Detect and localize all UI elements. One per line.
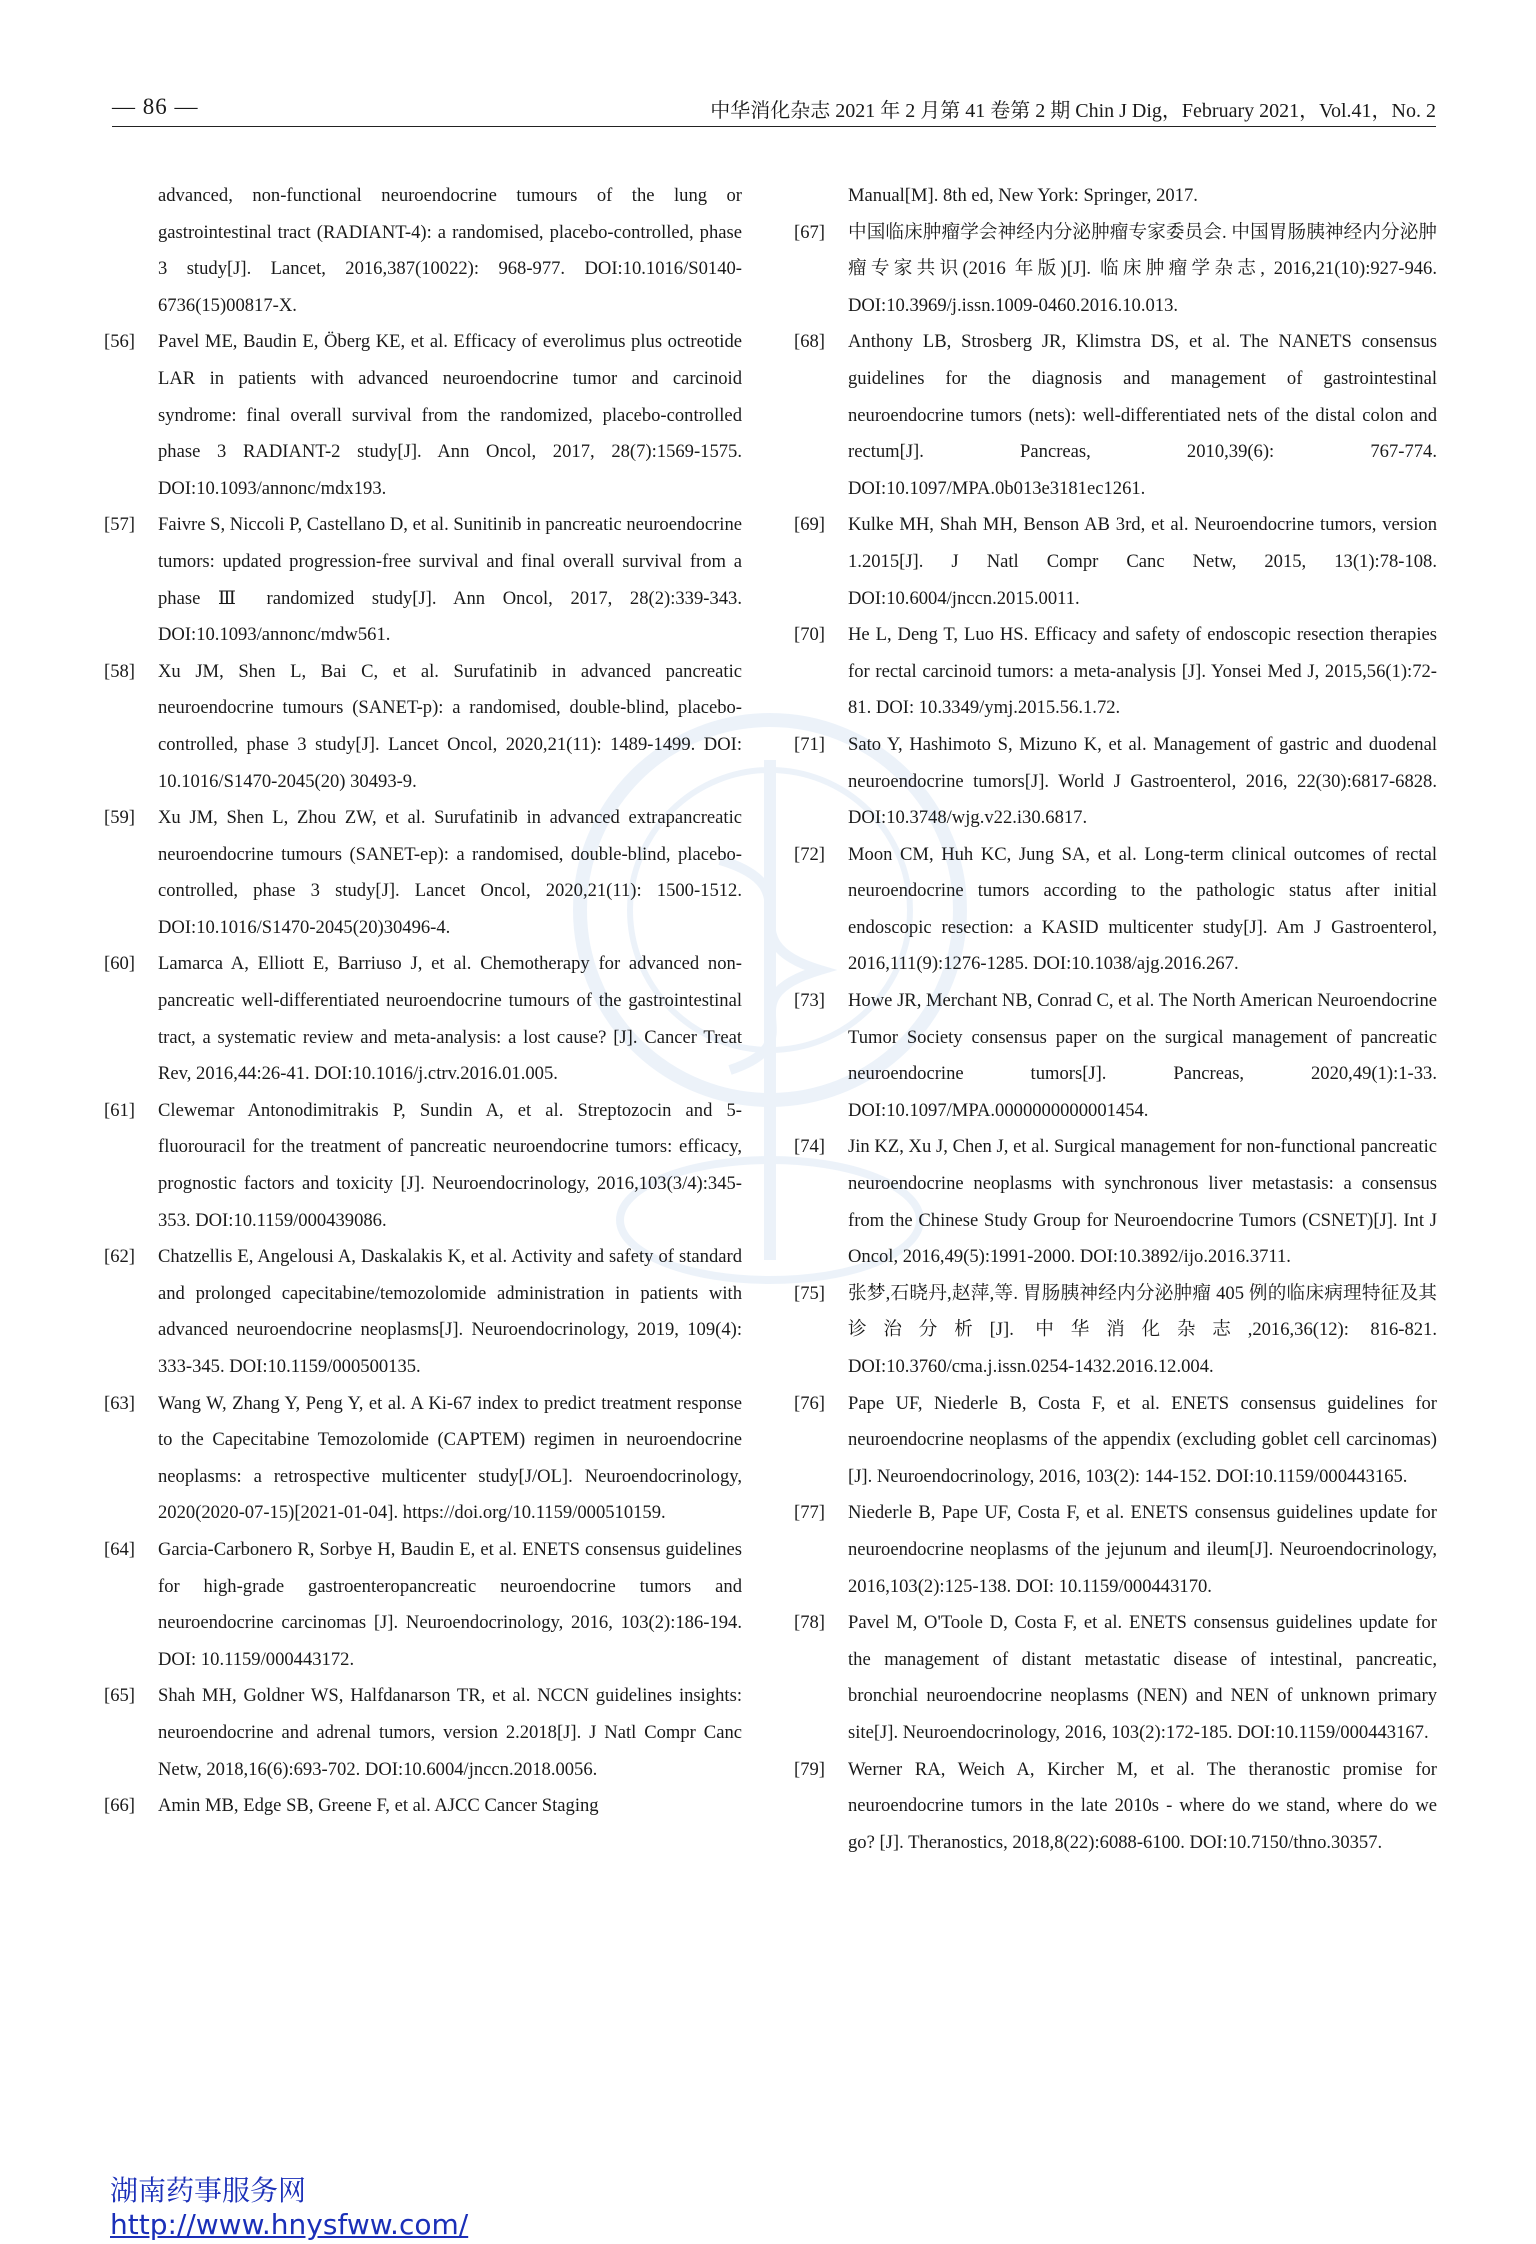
reference-number: [68] (794, 331, 825, 353)
reference-entry (104, 1093, 742, 1239)
reference-entry (794, 215, 1437, 325)
reference-text: Wang W, Zhang Y, Peng Y, et al. A Ki-67 index to predict treatment response to the Capecitabine Temozolomide (CAPTEM) regimen in neuroendocrine neoplasms: a retrospective multicenter study[J/OL]. Neuroendocrinology, 2020(2020-07-15)[2021-01-04]. https://doi.org/10.1159/000510159. (158, 1392, 742, 1524)
reference-text: Anthony LB, Strosberg JR, Klimstra DS, et al. The NANETS consensus guidelines for the diagnosis and management of gastrointestinal neuroendocrine tumors (nets): well-differentiated nets of the distal colon and rectum[J]. Pancreas, 2010,39(6): 767-774. DOI:10.1097/MPA.0b013e3181ec1261. (848, 331, 1437, 499)
reference-number: [73] (794, 990, 825, 1012)
reference-text: advanced, non-functional neuroendocrine tumours of the lung or gastrointestinal tract (RADIANT-4): a randomised, placebo-controlled, phase 3 study[J]. Lancet, 2016,387(10022): 968-977. DOI:10.1016/S0140-6736(15)00817-X. (158, 185, 742, 316)
reference-entry (794, 1752, 1437, 1862)
reference-text: Moon CM, Huh KC, Jung SA, et al. Long-term clinical outcomes of rectal neuroendocrine tumors according to the pathologic status after initial endoscopic resection: a KASID multicenter study[J]. Am J Gastroenterol, 2016,111(9):1276-1285. DOI:10.1038/ajg.2016.267. (848, 843, 1437, 975)
reference-number: [64] (104, 1538, 135, 1560)
reference-number: [61] (104, 1099, 135, 1121)
reference-text: Clewemar Antonodimitrakis P, Sundin A, et al. Streptozocin and 5-fluorouracil for the treatment of pancreatic neuroendocrine tumors: efficacy, prognostic factors and toxicity [J]. Neuroendocrinology, 2016,103(3/4):345-353. DOI:10.1159/000439086. (158, 1099, 742, 1231)
reference-text: Niederle B, Pape UF, Costa F, et al. ENETS consensus guidelines update for neuroendocrine neoplasms of the jejunum and ileum[J]. Neuroendocrinology, 2016,103(2):125-138. DOI: 10.1159/000443170. (848, 1502, 1437, 1597)
reference-number: [78] (794, 1612, 825, 1634)
reference-text: Jin KZ, Xu J, Chen J, et al. Surgical management for non-functional pancreatic neuroendocrine neoplasms with synchronous liver metastasis: a consensus from the Chinese Study Group for Neuroendocrine Tumors (CSNET)[J]. Int J Oncol, 2016,49(5):1991-2000. DOI:10.3892/ijo.2016.3711. (848, 1136, 1437, 1268)
reference-text: Faivre S, Niccoli P, Castellano D, et al. Sunitinib in pancreatic neuroendocrine tumors: updated progression-free survival and final overall survival from a phase Ⅲ randomized study[J]. Ann Oncol, 2017, 28(2):339-343. DOI:10.1093/annonc/mdw561. (158, 514, 743, 646)
reference-entry (794, 1129, 1437, 1275)
reference-entry (794, 1276, 1437, 1386)
reference-number: [67] (794, 221, 825, 243)
reference-text: Lamarca A, Elliott E, Barriuso J, et al. Chemotherapy for advanced non-pancreatic well-differentiated neuroendocrine tumours of the gastrointestinal tract, a systematic review and meta-analysis: a lost cause? [J]. Cancer Treat Rev, 2016,44:26-41. DOI:10.1016/j.ctrv.2016.01.005. (158, 953, 742, 1085)
reference-number: [60] (104, 953, 135, 975)
reference-text: He L, Deng T, Luo HS. Efficacy and safety of endoscopic resection therapies for rectal carcinoid tumors: a meta-analysis [J]. Yonsei Med J, 2015,56(1):72-81. DOI: 10.3349/ymj.2015.56.1.72. (848, 624, 1437, 719)
reference-number: [79] (794, 1758, 825, 1780)
footer-url-link[interactable]: http://www.hnysfww.com/ (110, 2208, 469, 2241)
references-right-column (794, 178, 1437, 1861)
reference-entry (800, 178, 1437, 215)
reference-number: [74] (794, 1136, 825, 1158)
reference-text: Kulke MH, Shah MH, Benson AB 3rd, et al. Neuroendocrine tumors, version 1.2015[J]. J Natl Compr Canc Netw, 2015, 13(1):78-108. DOI:10.6004/jnccn.2015.0011. (848, 514, 1437, 609)
reference-text: Werner RA, Weich A, Kircher M, et al. The theranostic promise for neuroendocrine tumors in the late 2010s - where do we stand, where do we go? [J]. Theranostics, 2018,8(22):6088-6100. DOI:10.7150/thno.30357. (848, 1758, 1437, 1853)
reference-entry (794, 1495, 1437, 1605)
reference-entry (794, 983, 1437, 1129)
reference-entry (104, 324, 742, 507)
reference-number: [71] (794, 733, 825, 755)
reference-entry (794, 837, 1437, 983)
reference-entry (104, 654, 742, 800)
reference-text: Sato Y, Hashimoto S, Mizuno K, et al. Management of gastric and duodenal neuroendocrine tumors[J]. World J Gastroenterol, 2016, 22(30):6817-6828. DOI:10.3748/wjg.v22.i30.6817. (848, 733, 1437, 829)
journal-citation: 中华消化杂志 2021 年 2 月第 41 卷第 2 期 Chin J Dig，February 2021，Vol.41，No. 2 (710, 100, 1436, 122)
reference-entry (104, 1678, 742, 1788)
reference-text: 中国临床肿瘤学会神经内分泌肿瘤专家委员会. 中国胃肠胰神经内分泌肿瘤专家共识(2016 年版)[J]. 临床肿瘤学杂志, 2016,21(10):927-946. DOI:10.3969/j.issn.1009-0460.2016.10.013. (848, 221, 1437, 316)
reference-entry (104, 1386, 742, 1532)
reference-number: [57] (104, 514, 135, 536)
reference-number: [75] (794, 1282, 825, 1304)
reference-entry (104, 946, 742, 1092)
reference-entry (104, 507, 743, 653)
reference-text: Pape UF, Niederle B, Costa F, et al. ENETS consensus guidelines for neuroendocrine neoplasms of the appendix (excluding goblet cell carcinomas)[J]. Neuroendocrinology, 2016, 103(2): 144-152. DOI:10.1159/000443165. (848, 1392, 1437, 1487)
reference-text: Howe JR, Merchant NB, Conrad C, et al. The North American Neuroendocrine Tumor Society consensus paper on the surgical management of pancreatic neuroendocrine tumors[J]. Pancreas, 2020,49(1):1-33. DOI:10.1097/MPA.0000000000001454. (848, 990, 1437, 1121)
reference-entry (794, 1386, 1437, 1496)
header-rule (112, 126, 1436, 127)
reference-entry (794, 324, 1437, 507)
references-left-column (104, 178, 743, 1825)
page-header (112, 94, 1436, 128)
page-number: — 86 — (112, 94, 199, 119)
reference-text: Amin MB, Edge SB, Greene F, et al. AJCC Cancer Staging (158, 1795, 599, 1817)
footer-watermark (110, 2174, 468, 2242)
reference-entry (794, 1605, 1437, 1751)
reference-entry (794, 727, 1437, 837)
reference-number: [77] (794, 1502, 825, 1524)
reference-text: Manual[M]. 8th ed, New York: Springer, 2017. (848, 185, 1198, 206)
reference-number: [59] (104, 807, 135, 829)
reference-text: Pavel M, O'Toole D, Costa F, et al. ENETS consensus guidelines update for the management of distant metastatic disease of intestinal, pancreatic, bronchial neuroendocrine neoplasms (NEN) and NEN of unknown primary site[J]. Neuroendocrinology, 2016, 103(2):172-185. DOI:10.1159/000443167. (848, 1612, 1437, 1743)
reference-text: Xu JM, Shen L, Bai C, et al. Surufatinib in advanced pancreatic neuroendocrine tumours (SANET-p): a randomised, double-blind, placebo-controlled, phase 3 study[J]. Lancet Oncol, 2020,21(11): 1489-1499. DOI: 10.1016/S1470-2045(20) 30493-9. (158, 660, 742, 792)
reference-entry (104, 800, 742, 946)
reference-number: [66] (104, 1795, 135, 1817)
reference-number: [62] (104, 1246, 135, 1268)
reference-number: [58] (104, 660, 135, 682)
reference-number: [76] (794, 1392, 825, 1414)
footer-site-name: 湖南药事服务网 (110, 2174, 307, 2207)
reference-entry (104, 1239, 742, 1385)
reference-text: Chatzellis E, Angelousi A, Daskalakis K, et al. Activity and safety of standard and prolonged capecitabine/temozolomide administration in patients with advanced neuroendocrine neoplasms[J]. Neuroendocrinology, 2019, 109(4): 333-345. DOI:10.1159/000500135. (158, 1246, 742, 1377)
reference-text: Shah MH, Goldner WS, Halfdanarson TR, et al. NCCN guidelines insights: neuroendocrine and adrenal tumors, version 2.2018[J]. J Natl Compr Canc Netw, 2018,16(6):693-702. DOI:10.6004/jnccn.2018.0056. (158, 1685, 742, 1780)
reference-number: [65] (104, 1685, 135, 1707)
reference-number: [70] (794, 624, 825, 646)
reference-number: [69] (794, 514, 825, 536)
reference-number: [72] (794, 843, 825, 865)
reference-text: 张梦,石晓丹,赵萍,等. 胃肠胰神经内分泌肿瘤 405 例的临床病理特征及其诊治分析[J]. 中华消化杂志,2016,36(12): 816-821. DOI:10.3760/cma.j.issn.0254-1432.2016.12.004. (848, 1282, 1437, 1377)
reference-text: Pavel ME, Baudin E, Öberg KE, et al. Efficacy of everolimus plus octreotide LAR in patients with advanced neuroendocrine tumor and carcinoid syndrome: final overall survival from the randomized, placebo-controlled phase 3 RADIANT-2 study[J]. Ann Oncol, 2017, 28(7):1569-1575. DOI:10.1093/annonc/mdx193. (158, 331, 742, 499)
reference-entry (794, 507, 1437, 617)
reference-entry (104, 1788, 742, 1825)
reference-text: Xu JM, Shen L, Zhou ZW, et al. Surufatinib in advanced extrapancreatic neuroendocrine tumours (SANET-ep): a randomised, double-blind, placebo-controlled, phase 3 study[J]. Lancet Oncol, 2020,21(11): 1500-1512. DOI:10.1016/S1470-2045(20)30496-4. (158, 807, 742, 938)
reference-entry (794, 617, 1437, 727)
reference-number: [56] (104, 331, 135, 353)
reference-number: [63] (104, 1392, 135, 1414)
reference-text: Garcia-Carbonero R, Sorbye H, Baudin E, et al. ENETS consensus guidelines for high-grade gastroenteropancreatic neuroendocrine tumors and neuroendocrine carcinomas [J]. Neuroendocrinology, 2016, 103(2):186-194. DOI: 10.1159/000443172. (158, 1538, 742, 1670)
reference-entry (104, 1532, 742, 1678)
reference-entry (110, 178, 742, 324)
